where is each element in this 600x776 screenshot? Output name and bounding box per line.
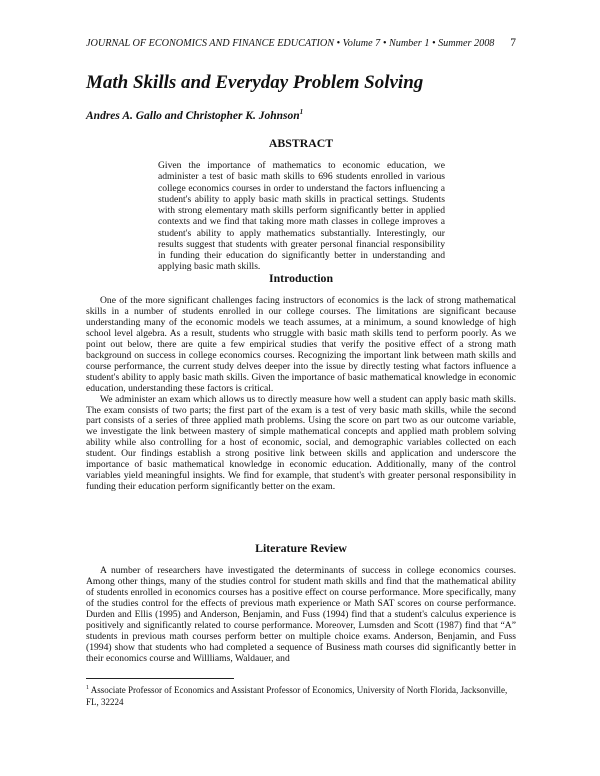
literature-paragraph: A number of researchers have investigated the determinants of success in college economics courses. Among other things, many of the studies control for student math skills and find that the mathematical ability of students enrolled in economics courses has a positive effect on course performance. More specifically, many of the studies control for the effects of previous math experience or Math SAT scores on course performance. Durden and Ellis (1995) and Anderson, Benjamin, and Fuss (1994) find that a student's calculus experience is positively and significantly related to course performance. Moreover, Lumsden and Scott (1987) find that “A” students in previous math courses perform better on multiple choice exams. Anderson, Benjamin, and Fuss (1994) show that students who had completed a sequence of Business math courses did significantly better in their economics course and Willliams, Waldauer, and bbox=[86, 565, 516, 664]
literature-review-heading: Literature Review bbox=[255, 541, 347, 555]
abstract-heading: ABSTRACT bbox=[268, 136, 334, 150]
abstract-text: Given the importance of mathematics to economic education, we administer a test of basic math skills to 696 students enrolled in various college economics courses in order to understand the factors influencing a student's ability to apply basic math skills in practical settings. Students with strong elementary math skills perform significantly better in applied contexts and we find that taking more math classes in college improves a student's ability to apply mathematics substantially. Interestingly, our results suggest that students with greater personal financial responsibility in funding their education do significantly better in understanding and applying basic math skills. bbox=[158, 160, 445, 273]
page-number: 7 bbox=[510, 37, 516, 49]
author-footnote-mark: 1 bbox=[299, 108, 304, 116]
literature-review-body bbox=[86, 566, 516, 665]
running-header bbox=[86, 38, 516, 49]
authors: Andres A. Gallo and Christopher K. Johnson bbox=[86, 109, 300, 122]
footnote-rule bbox=[86, 678, 234, 679]
introduction-heading: Introduction bbox=[268, 271, 334, 285]
footnote bbox=[86, 683, 516, 708]
author-line bbox=[86, 108, 303, 122]
introduction-body bbox=[86, 296, 516, 493]
introduction-paragraph: We administer an exam which allows us to directly measure how well a student can apply basic math skills. The exam consists of two parts; the first part of the exam is a test of very basic math skills, while the second part consists of a series of three applied math problems. Using the score on part two as our outcome variable, we investigate the link between mastery of simple mathematical concepts and applied math problem solving ability while also controlling for a host of economic, social, and demographic variables collected on each student. Our findings establish a strong positive link between skills and application and underscore the importance of basic mathematical knowledge in economic education. Additionally, many of the control variables yield meaningful insights. We find for example, that student's with greater personal responsibility in funding their education perform significantly better on the exam. bbox=[86, 393, 516, 493]
footnote-mark: 1 bbox=[86, 685, 89, 691]
introduction-paragraph: One of the more significant challenges facing instructors of economics is the lack of strong mathematical skills in a number of students enrolled in our college courses. The limitations are significant because understanding many of the economic models we teach assumes, at a minimum, a sound knowledge of high school level algebra. As a result, students who struggle with basic math skills tend to perform poorly. As we point out below, there are quite a few empirical studies that verify the positive effect of a strong math background on success in college economics courses. Recognizing the important link between math skills and course performance, the current study delves deeper into the issue by directly testing what factors influence a student's ability to apply basic math skills. Given the importance of basic mathematical knowledge in economic education, understanding these factors is critical. bbox=[86, 295, 516, 394]
journal-info: JOURNAL OF ECONOMICS AND FINANCE EDUCATION • Volume 7 • Number 1 • Summer 2008 bbox=[86, 38, 495, 49]
paper-title: Math Skills and Everyday Problem Solving bbox=[86, 72, 424, 93]
footnote-text: Associate Professor of Economics and Assistant Professor of Economics, University of North Florida, Jacksonville, FL, 32224 bbox=[86, 685, 508, 707]
